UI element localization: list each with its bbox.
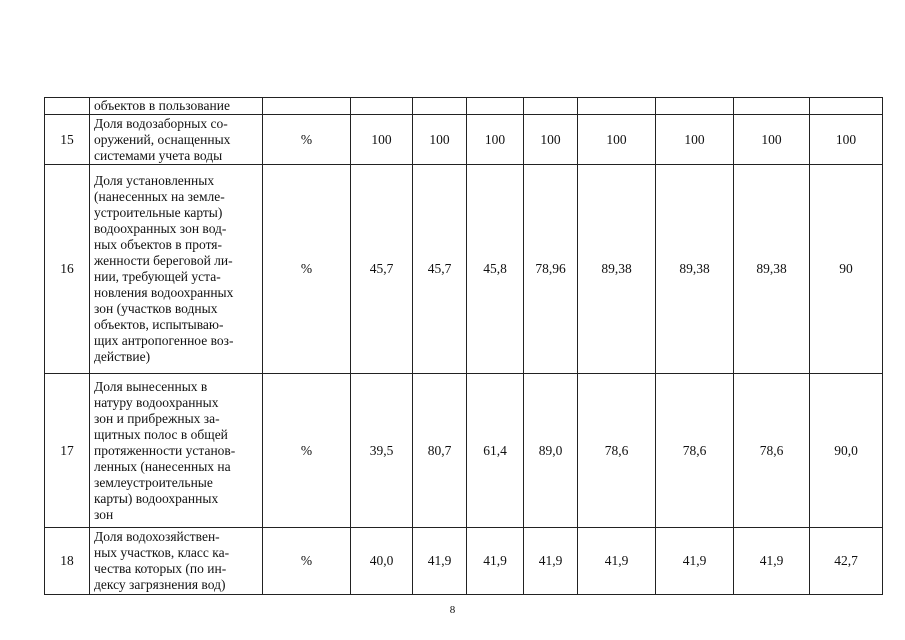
value-cell: 100 <box>810 115 883 165</box>
value-cell <box>578 98 656 115</box>
value-cell: 80,7 <box>413 374 467 528</box>
indicator-name: Доля водохозяйствен- ных участков, класс ка- чества которых (по ин- дексу загрязнения вод) <box>90 528 263 595</box>
value-cell <box>810 98 883 115</box>
page-number: 8 <box>449 604 456 616</box>
value-cell: 41,9 <box>413 528 467 595</box>
indicator-name: Доля вынесенных в натуру водоохранных зон и прибрежных за- щитных полос в общей протяженности установ- ленных (нанесенных на землеустроительные карты) водоохранных зон <box>90 374 263 528</box>
table-row <box>45 98 883 115</box>
unit-cell: % <box>263 528 351 595</box>
value-cell: 78,6 <box>578 374 656 528</box>
value-cell <box>413 98 467 115</box>
value-cell: 45,7 <box>351 165 413 374</box>
value-cell: 100 <box>734 115 810 165</box>
indicator-name: объектов в пользование <box>90 98 263 115</box>
value-cell: 41,9 <box>524 528 578 595</box>
value-cell: 41,9 <box>578 528 656 595</box>
row-number: 17 <box>45 374 90 528</box>
indicator-name: Доля установленных (нанесенных на земле- устроительные карты) водоохранных зон вод- ных объектов в протя- женности береговой ли- нии, требующей уста- новления водоохранных зон (участков водных объектов, испытываю- щих антропогенное воз- действие) <box>90 165 263 374</box>
value-cell: 78,6 <box>656 374 734 528</box>
value-cell: 78,6 <box>734 374 810 528</box>
row-number: 18 <box>45 528 90 595</box>
table-row <box>45 115 883 165</box>
unit-cell: % <box>263 374 351 528</box>
value-cell <box>351 98 413 115</box>
value-cell <box>467 98 524 115</box>
value-cell: 100 <box>656 115 734 165</box>
value-cell: 100 <box>524 115 578 165</box>
indicator-name: Доля водозаборных со- оружений, оснащенных системами учета воды <box>90 115 263 165</box>
value-cell <box>734 98 810 115</box>
value-cell: 90,0 <box>810 374 883 528</box>
value-cell: 40,0 <box>351 528 413 595</box>
row-number: 15 <box>45 115 90 165</box>
unit-cell <box>263 98 351 115</box>
value-cell: 41,9 <box>734 528 810 595</box>
value-cell: 45,7 <box>413 165 467 374</box>
value-cell: 78,96 <box>524 165 578 374</box>
value-cell <box>656 98 734 115</box>
unit-cell: % <box>263 115 351 165</box>
value-cell: 90 <box>810 165 883 374</box>
value-cell: 61,4 <box>467 374 524 528</box>
row-number: 16 <box>45 165 90 374</box>
value-cell: 39,5 <box>351 374 413 528</box>
value-cell: 41,9 <box>656 528 734 595</box>
value-cell: 89,0 <box>524 374 578 528</box>
value-cell: 45,8 <box>467 165 524 374</box>
value-cell: 41,9 <box>467 528 524 595</box>
value-cell: 89,38 <box>734 165 810 374</box>
table-row <box>45 374 883 528</box>
indicator-table <box>44 97 883 595</box>
row-number <box>45 98 90 115</box>
unit-cell: % <box>263 165 351 374</box>
value-cell: 100 <box>413 115 467 165</box>
table-row <box>45 165 883 374</box>
table-row <box>45 528 883 595</box>
value-cell <box>524 98 578 115</box>
value-cell: 89,38 <box>578 165 656 374</box>
value-cell: 89,38 <box>656 165 734 374</box>
value-cell: 100 <box>467 115 524 165</box>
value-cell: 100 <box>351 115 413 165</box>
value-cell: 42,7 <box>810 528 883 595</box>
value-cell: 100 <box>578 115 656 165</box>
